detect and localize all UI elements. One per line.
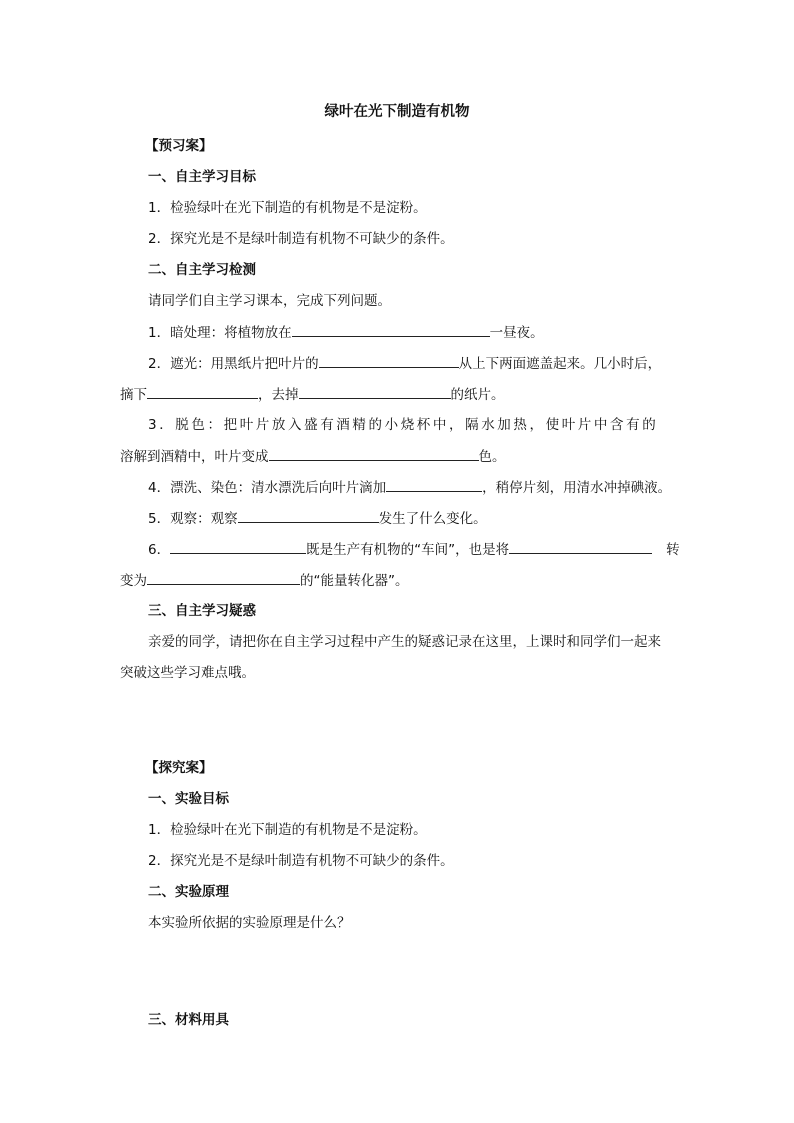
question-1-text-a: 1．暗处理：将植物放在 [148,325,292,341]
answer-blank[interactable] [386,477,482,492]
question-3: 3．脱色：把叶片放入盛有酒精的小烧杯中，隔水加热，使叶片中含有的 [148,417,659,433]
question-6 [148,539,680,560]
page-title: 绿叶在光下制造有机物 [324,104,470,120]
question-6-text-c: 转 [666,542,680,558]
question-5-text-b: 发生了什么变化。 [378,511,487,527]
explore-section-2-heading: 二、实验原理 [148,884,229,900]
answer-blank[interactable] [147,570,300,585]
preview-goal-1: 1．检验绿叶在光下制造的有机物是不是淀粉。 [148,200,427,216]
question-2-text-e: 的纸片。 [450,387,505,403]
question-6-text-d: 变为 [120,573,147,589]
doubt-text-line-2: 突破这些学习难点哦。 [120,665,255,681]
question-2 [148,353,661,374]
doubt-text-line-1: 亲爱的同学，请把你在自主学习过程中产生的疑惑记录在这里，上课时和同学们一起来 [148,634,661,650]
question-6-text-e: 的“能量转化器”。 [300,573,409,589]
question-5-text-a: 5．观察：观察 [148,511,238,527]
question-3-text-c: 色。 [478,449,506,465]
answer-blank[interactable] [269,446,479,461]
preview-section-2-heading: 二、自主学习检测 [148,262,256,278]
preview-section-3-heading: 三、自主学习疑惑 [148,603,256,619]
question-2-continued [120,384,505,405]
question-2-text-d: ，去掉 [258,387,299,403]
preview-goal-2: 2．探究光是不是绿叶制造有机物不可缺少的条件。 [148,231,454,247]
answer-blank[interactable] [170,539,306,554]
answer-blank[interactable] [147,384,258,399]
question-2-text-b: 从上下两面遮盖起来。几小时后， [458,356,662,372]
answer-blank[interactable] [319,353,459,368]
answer-blank[interactable] [509,539,652,554]
question-6-text-a: 6． [148,542,171,558]
answer-blank[interactable] [299,384,451,399]
explore-heading: 【探究案】 [145,760,213,776]
answer-blank[interactable] [292,322,490,337]
question-2-text-c: 摘下 [120,387,147,403]
principle-question: 本实验所依据的实验原理是什么？ [148,915,351,931]
preview-intro: 请同学们自主学习课本，完成下列问题。 [148,293,391,309]
preview-section-1-heading: 一、自主学习目标 [148,169,256,185]
explore-goal-2: 2．探究光是不是绿叶制造有机物不可缺少的条件。 [148,853,454,869]
question-1 [148,322,544,343]
question-4 [148,477,671,498]
question-4-text-a: 4．漂洗、染色：清水漂洗后向叶片滴加 [148,480,387,496]
question-1-text-b: 一昼夜。 [489,325,544,341]
question-5 [148,508,487,529]
question-2-text-a: 2．遮光：用黑纸片把叶片的 [148,356,319,372]
explore-section-3-heading: 三、材料用具 [148,1012,229,1028]
answer-blank[interactable] [238,508,379,523]
question-3-text-b: 溶解到酒精中，叶片变成 [120,449,269,465]
preview-heading: 【预习案】 [145,138,213,154]
question-3-continued [120,446,506,467]
explore-section-1-heading: 一、实验目标 [148,791,229,807]
question-6-text-b: 既是生产有机物的“车间”，也是将 [306,542,510,558]
question-6-continued [120,570,409,591]
question-4-text-b: ，稍停片刻，用清水冲掉碘液。 [482,480,672,496]
explore-goal-1: 1．检验绿叶在光下制造的有机物是不是淀粉。 [148,822,427,838]
